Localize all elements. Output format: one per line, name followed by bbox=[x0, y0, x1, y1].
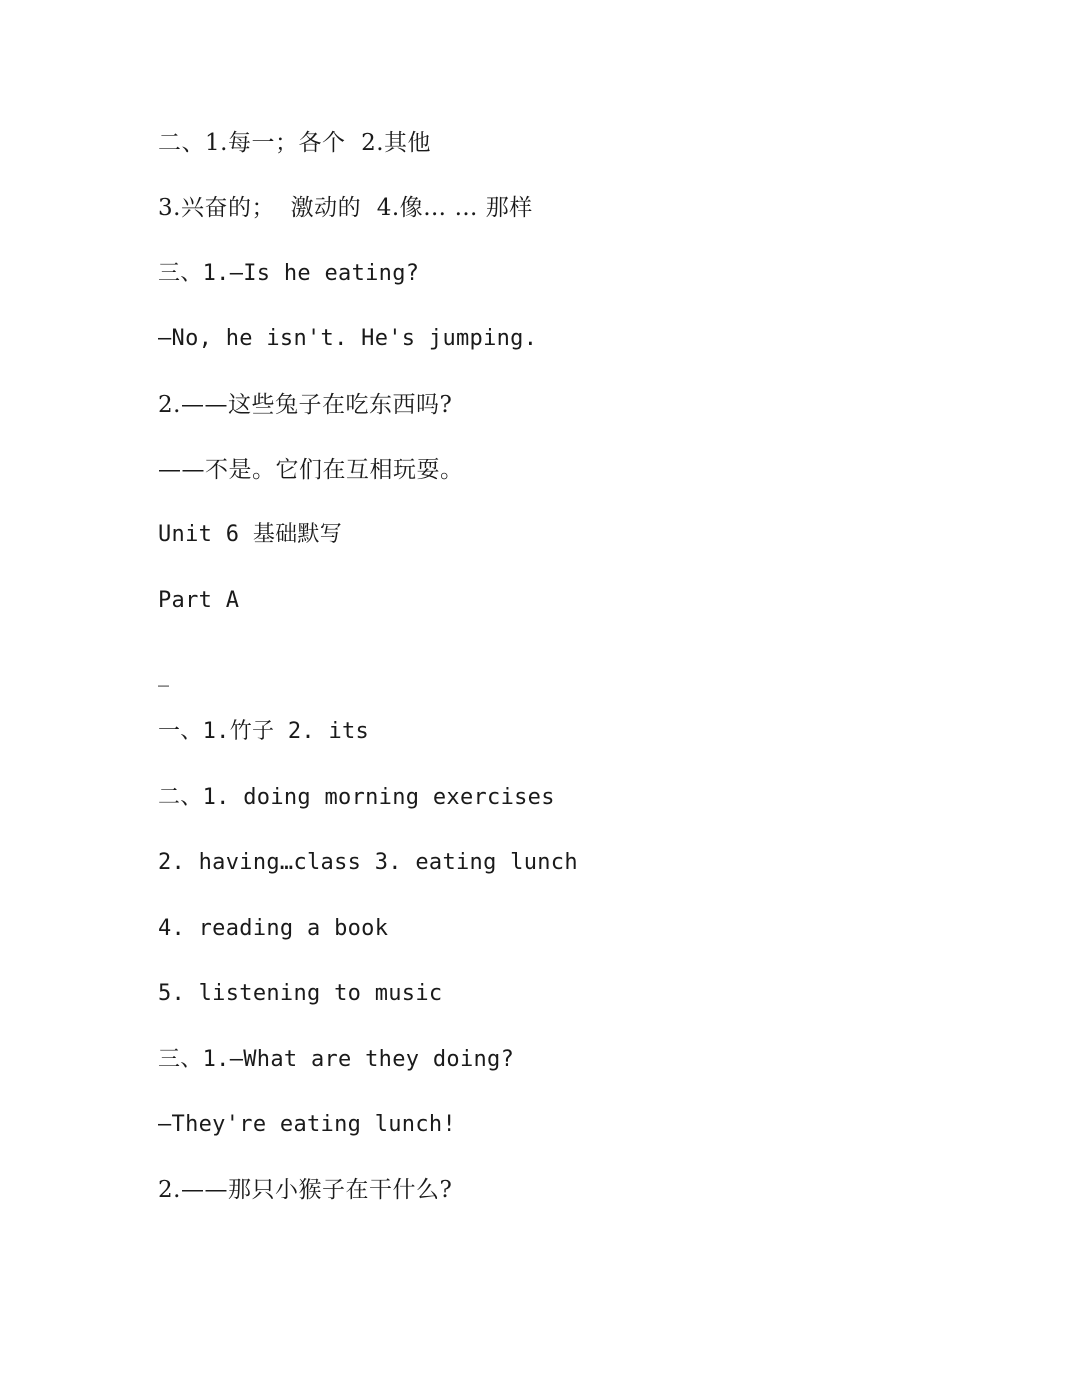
text-line: 5. listening to music bbox=[158, 981, 443, 1006]
text-line: 二、1. doing morning exercises bbox=[158, 785, 555, 810]
section-heading: Unit 6 基础默写 bbox=[158, 522, 343, 547]
text-line: 2. having…class 3. eating lunch bbox=[158, 850, 578, 875]
text-line: _ bbox=[158, 662, 170, 687]
text-line: 2.——那只小猴子在干什么? bbox=[158, 1177, 453, 1203]
text-line: —They're eating lunch! bbox=[158, 1112, 456, 1137]
section-heading: Part A bbox=[158, 588, 240, 613]
text-line: 一、1.竹子 2. its bbox=[158, 719, 370, 744]
text-line: —No, he isn't. He's jumping. bbox=[158, 326, 538, 351]
text-line: 3.兴奋的； 激动的 4.像… … 那样 bbox=[158, 195, 533, 221]
text-line: 二、1.每一；各个 2.其他 bbox=[158, 130, 432, 156]
text-line: ——不是。它们在互相玩耍。 bbox=[158, 457, 464, 483]
text-line: 三、1.—What are they doing? bbox=[158, 1047, 515, 1072]
text-line: 三、1.—Is he eating? bbox=[158, 261, 420, 286]
text-line: 4. reading a book bbox=[158, 916, 389, 941]
text-line: 2.——这些兔子在吃东西吗? bbox=[158, 392, 453, 418]
